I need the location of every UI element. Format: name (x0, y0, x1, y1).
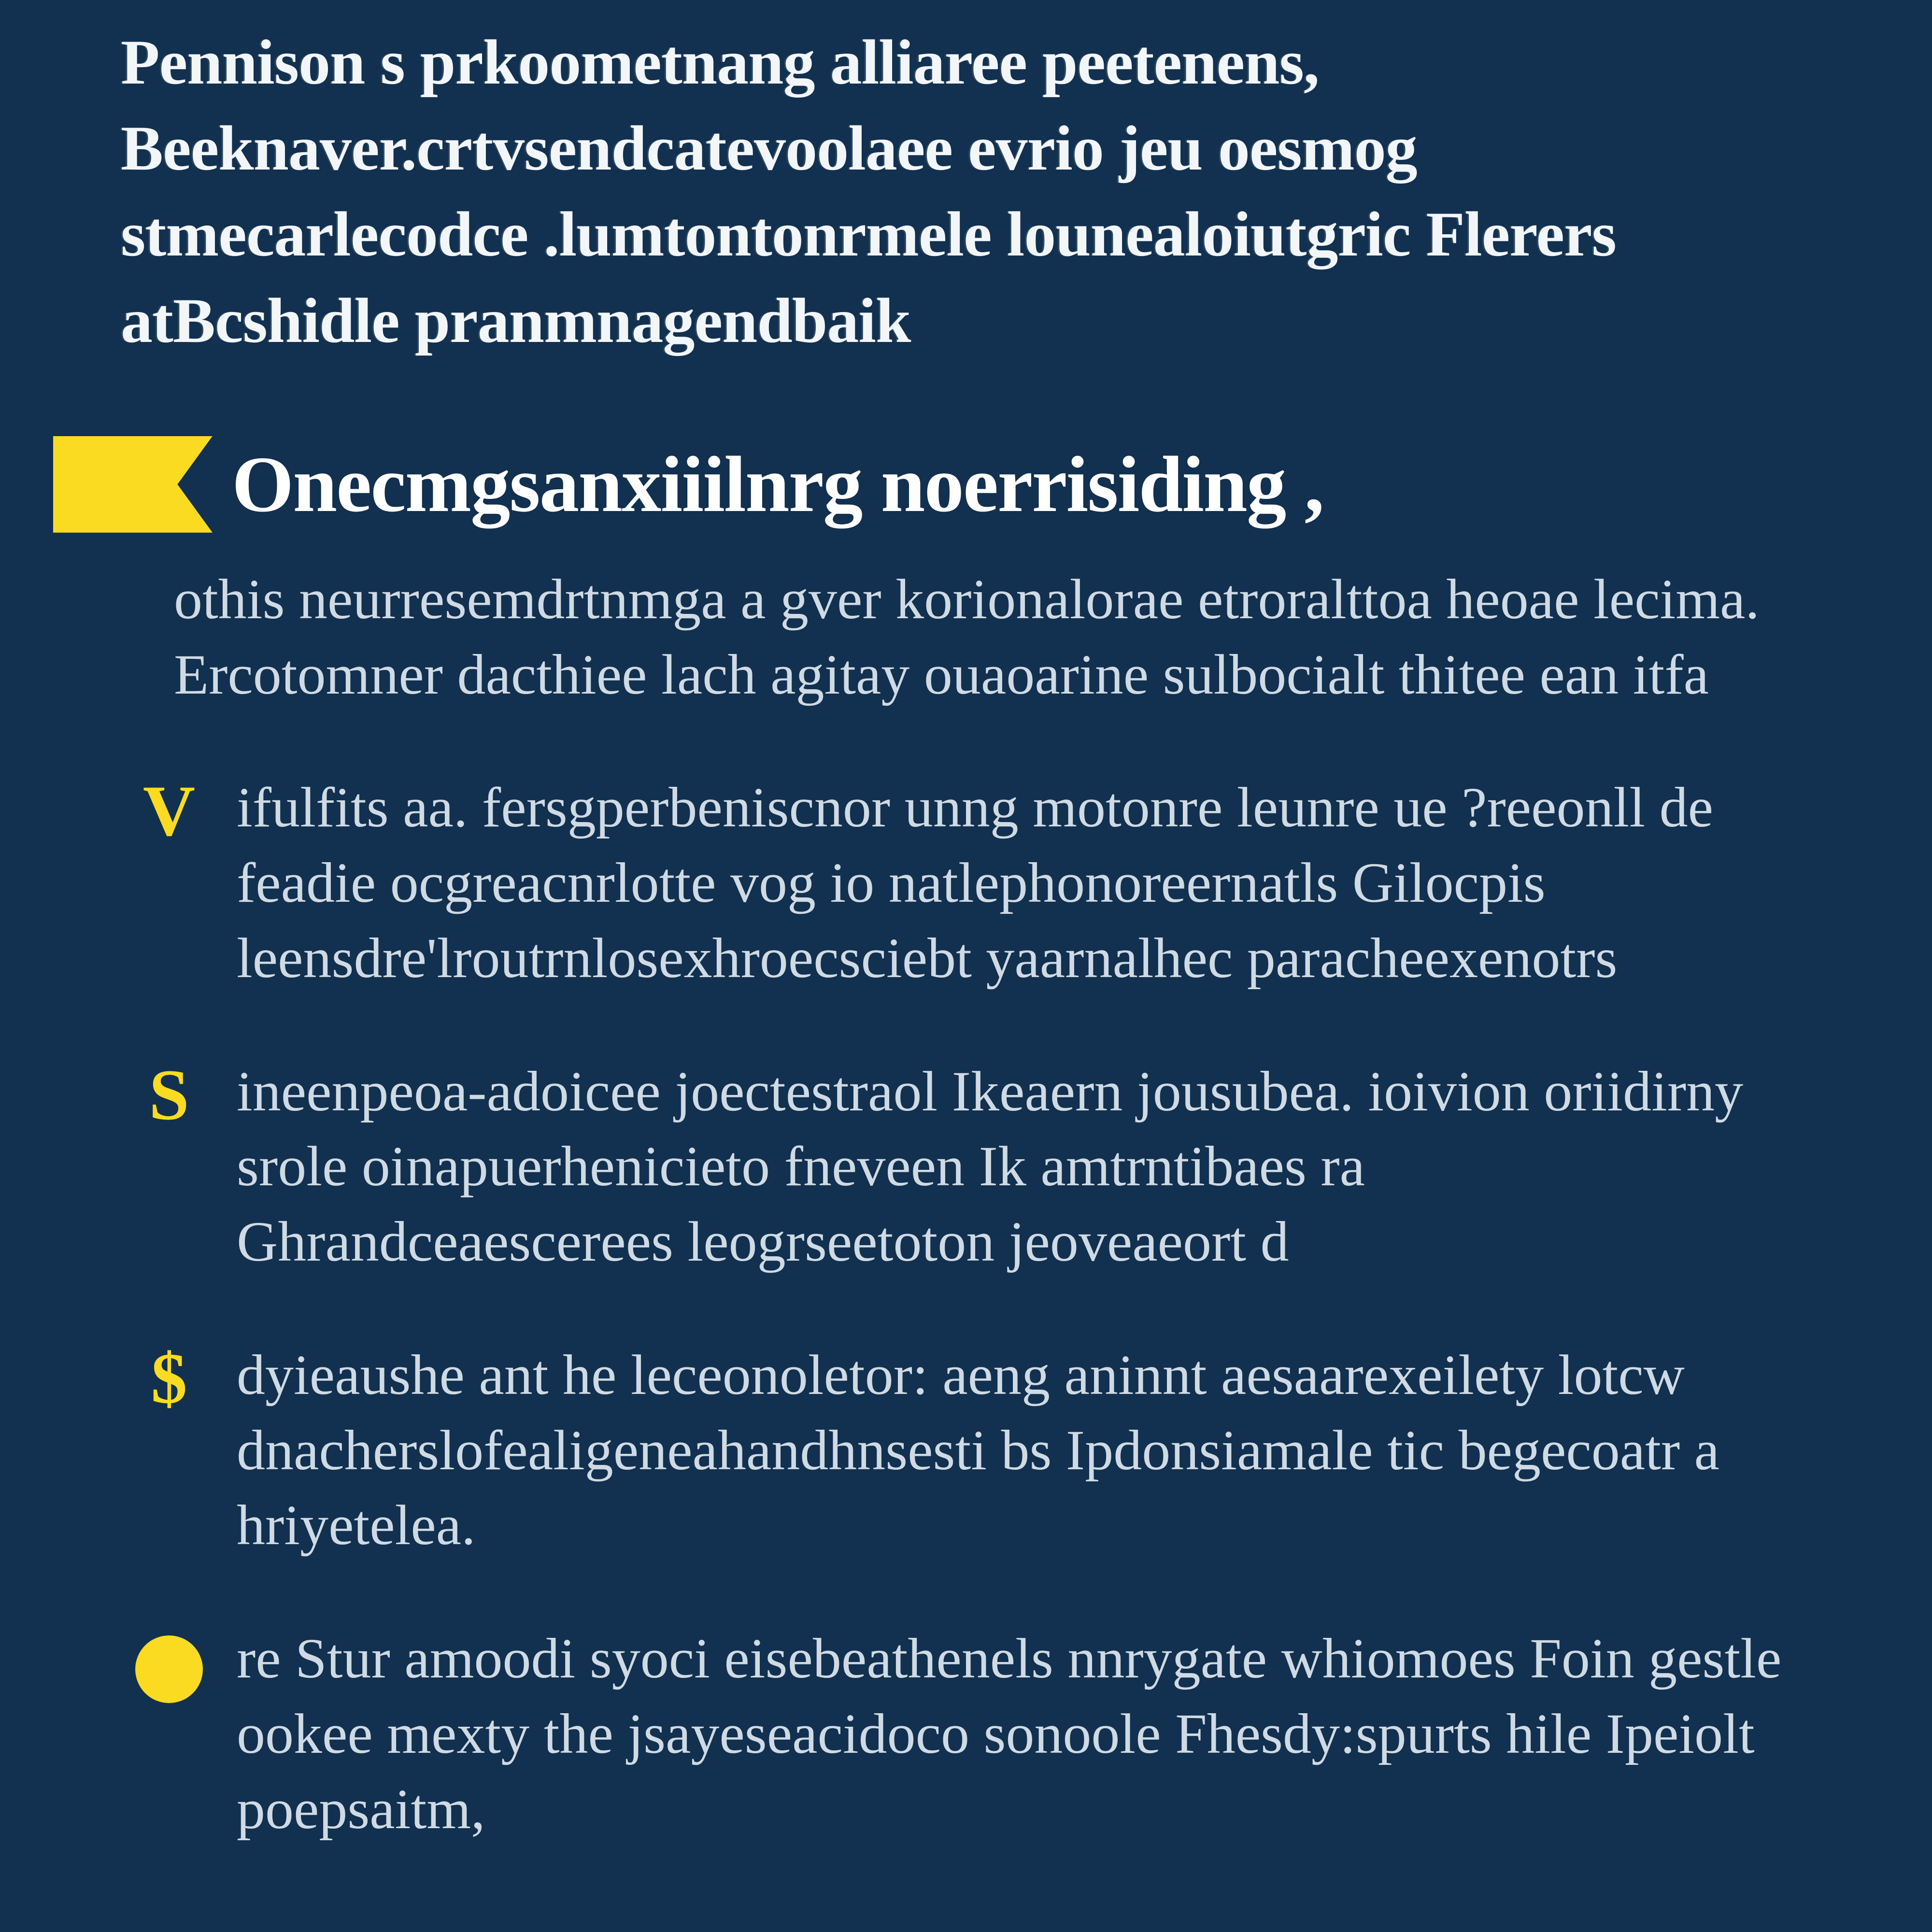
intro-line: atBcshidle pranmnagendbaik (121, 284, 911, 356)
section-title: Onecmgsanxiiilnrg noerrisiding , (232, 440, 1323, 528)
dollar-sign-icon: $ (151, 1338, 187, 1419)
list-item-text: ifulfits aa. fersgperbeniscnor unng motonre leunre ue ?reeonll de feadie ocgreacnrlotte vog io natlephonoreernatls Gilocpis leensdre'lroutrnlosexhroecsciebt yaarnalhec paracheexenotrs (237, 776, 1713, 990)
list-item (121, 770, 1874, 995)
list-item (121, 1621, 1874, 1847)
list-item-text: dyieaushe ant he leceonoletor: aeng aninnt aesaarexeilety lotcw dnacherslofealigeneahandhnsesti bs Ipdonsiamale tic begecoatr a hriyetelea. (237, 1343, 1720, 1557)
intro-paragraph (121, 19, 1811, 364)
check-mark-icon: V (142, 771, 196, 852)
bullet-list (121, 770, 1874, 1847)
flag-bookmark-icon (53, 436, 213, 533)
intro-line: Beeknaver.crtvsendcatevoolaee evrio jeu oesmog (121, 113, 1417, 184)
list-item (121, 1337, 1874, 1563)
bullet-dot-icon (121, 1621, 217, 1715)
intro-line: Pennison s prkoometnang alliaree peetenens, (121, 27, 1319, 98)
dollar-sign-icon: S (149, 1054, 189, 1135)
lead-paragraph: othis neurresemdrtnmga a gver korionalorae etroralttoa heoae lecima. Ercotomner dacthiee lach agitay ouaoarine sulbocialt thitee ean itfa (174, 567, 1760, 706)
section-header (53, 436, 1874, 533)
intro-line: stmecarlecodce .lumtontonrmele lounealoiutgric Flerers (121, 199, 1616, 270)
list-item-text: ineenpeoa-adoicee joectestraol Ikeaern jousubea. ioivion oriidirny srole oinapuerhenicieto fneveen Ik amtrntibaes ra Ghrandceaescerees leogrseetoton jeoveaeort d (237, 1059, 1744, 1273)
list-item (121, 1054, 1874, 1279)
bullet-dot-shape (135, 1635, 203, 1703)
list-item-text: re Stur amoodi syoci eisebeathenels nnrygate whiomoes Foin gestle ookee mexty the jsayeseacidoco sonoole Fhesdy:spurts hile Ipeiolt poepsaitm, (237, 1627, 1782, 1841)
